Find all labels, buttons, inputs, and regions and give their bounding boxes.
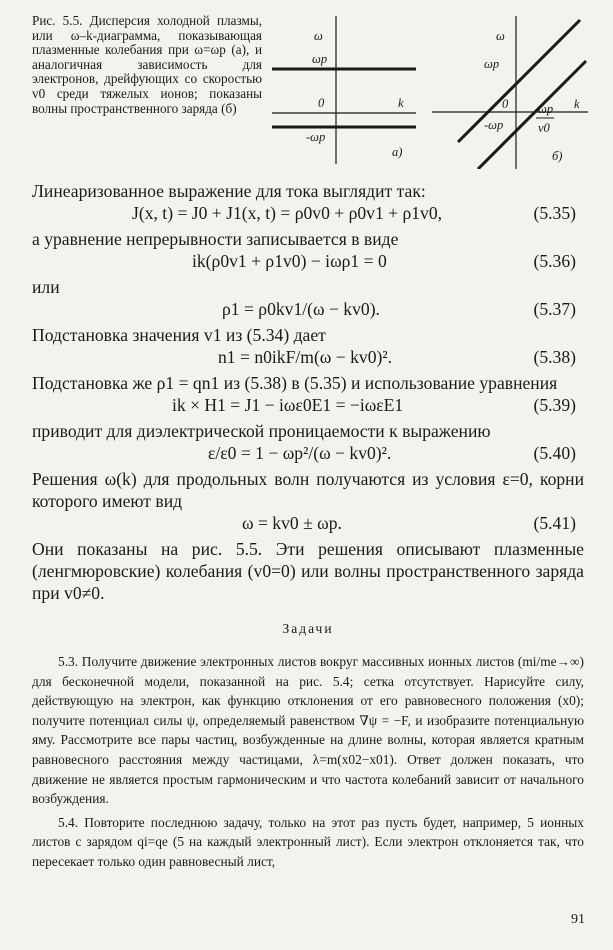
problem-5-4: 5.4. Повторите последнюю задачу, только на этот раз пусть будет, например, 5 ионных листов с зарядом qi=qe (5 на каждый электронный лист). Если электрон отклоняется так, что пересекает только один равновесный лист, — [32, 814, 584, 869]
panel-a-label: a) — [392, 145, 403, 159]
equation-body: ik(ρ0v1 + ρ1v0) − iωρ1 = 0 — [192, 251, 387, 271]
neg-omega-p-label: -ωp — [484, 118, 504, 132]
page-number: 91 — [571, 912, 585, 927]
equation-body: ε/ε0 = 1 − ωp²/(ω − kv0)². — [208, 443, 392, 463]
origin-label: 0 — [318, 96, 325, 110]
omega-p-label: ωp — [484, 57, 500, 71]
omega-p-label: ωp — [312, 52, 328, 66]
equation-5-39 — [32, 394, 584, 420]
paragraph: Подстановка же ρ1 = qn1 из (5.38) в (5.35) и использование уравнения — [32, 373, 558, 393]
equation-body: n1 = n0ikF/m(ω − kv0)². — [218, 347, 393, 367]
paragraph: Линеаризованное выражение для тока выглядит так: — [32, 181, 426, 201]
equation-body: J(x, t) = J0 + J1(x, t) = ρ0v0 + ρ0v1 + ρ1v0, — [132, 203, 443, 223]
axis-k-label: k — [574, 97, 580, 111]
equation-number: (5.39) — [533, 395, 576, 415]
axis-k-label: k — [398, 96, 404, 110]
paragraph: а уравнение непрерывности записывается в виде — [32, 229, 399, 249]
section-heading: Задачи — [282, 621, 334, 636]
paragraph: Они показаны на рис. 5.5. Эти решения описывают плазменные (ленгмюровские) колебания (v0=0) или волны пространственного заряда при v0≠0. — [32, 539, 584, 603]
equation-number: (5.38) — [533, 347, 576, 367]
equation-5-38 — [32, 346, 584, 372]
axis-omega-label: ω — [314, 29, 323, 43]
equation-body: ik × H1 = J1 − iωε0E1 = −iωεE1 — [172, 395, 404, 415]
paragraph: или — [32, 277, 60, 297]
paragraph: Подстановка значения v1 из (5.34) дает — [32, 325, 326, 345]
caption-label: Рис. 5.5. — [32, 13, 83, 28]
equation-5-36 — [32, 250, 584, 276]
equation-number: (5.36) — [533, 251, 576, 271]
neg-omega-p-label: -ωp — [306, 130, 326, 144]
main-text — [32, 180, 584, 872]
equation-5-35 — [32, 202, 584, 228]
equation-5-37 — [32, 298, 584, 324]
axis-omega-label: ω — [496, 29, 505, 43]
origin-label: 0 — [502, 97, 509, 111]
equation-body: ω = kv0 ± ωp. — [242, 513, 342, 533]
equation-body: ρ1 = ρ0kv1/(ω − kv0). — [222, 299, 380, 319]
problem-5-3: 5.3. Получите движение электронных листов вокруг массивных ионных листов (mi/me→∞) для бесконечной модели, показанной на рис. 5.4; сетка отсутствует. Нарисуйте силу, действующую на электрон, как функцию отклонения от его равновесного положения (x0); получите потенциал силы ψ, определяемый равенством ∇ψ = −F, и изобразите потенциальную яму. Рассмотрите все пары частиц, возбужденные на длине волны, которая является кратным равновесного расстояния между частицами, λ=m(x02−x01). Ответ должен показать, что движение не является простым гармоническим и что частота колебаний зависит от начального возбуждения. — [32, 654, 584, 807]
equation-number: (5.35) — [533, 203, 576, 223]
equation-number: (5.41) — [533, 513, 576, 533]
paragraph: Решения ω(k) для продольных волн получаются из условия ε=0, корни которого имеют вид — [32, 469, 584, 511]
figure-panel-b — [430, 14, 590, 174]
paragraph: приводит для диэлектрической проницаемости к выражению — [32, 421, 491, 441]
fraction-numerator: ωp — [538, 102, 554, 116]
figure-panel-a — [270, 14, 418, 169]
panel-b-label: б) — [552, 149, 563, 163]
equation-number: (5.40) — [533, 443, 576, 463]
caption-text: Дисперсия холодной плазмы, или ω–k-диаграмма, показывающая плазменные колебания при ω=ωp (a), и аналогичная зависимость для электронов, дрейфующих со скоростью v0 среди тяжелых ионов; показаны волны пространственного заряда (б) — [32, 13, 263, 116]
equation-number: (5.37) — [533, 299, 576, 319]
equation-5-41 — [32, 512, 584, 538]
equation-5-40 — [32, 442, 584, 468]
figure-caption — [32, 14, 262, 116]
fraction-denominator: v0 — [538, 121, 550, 135]
